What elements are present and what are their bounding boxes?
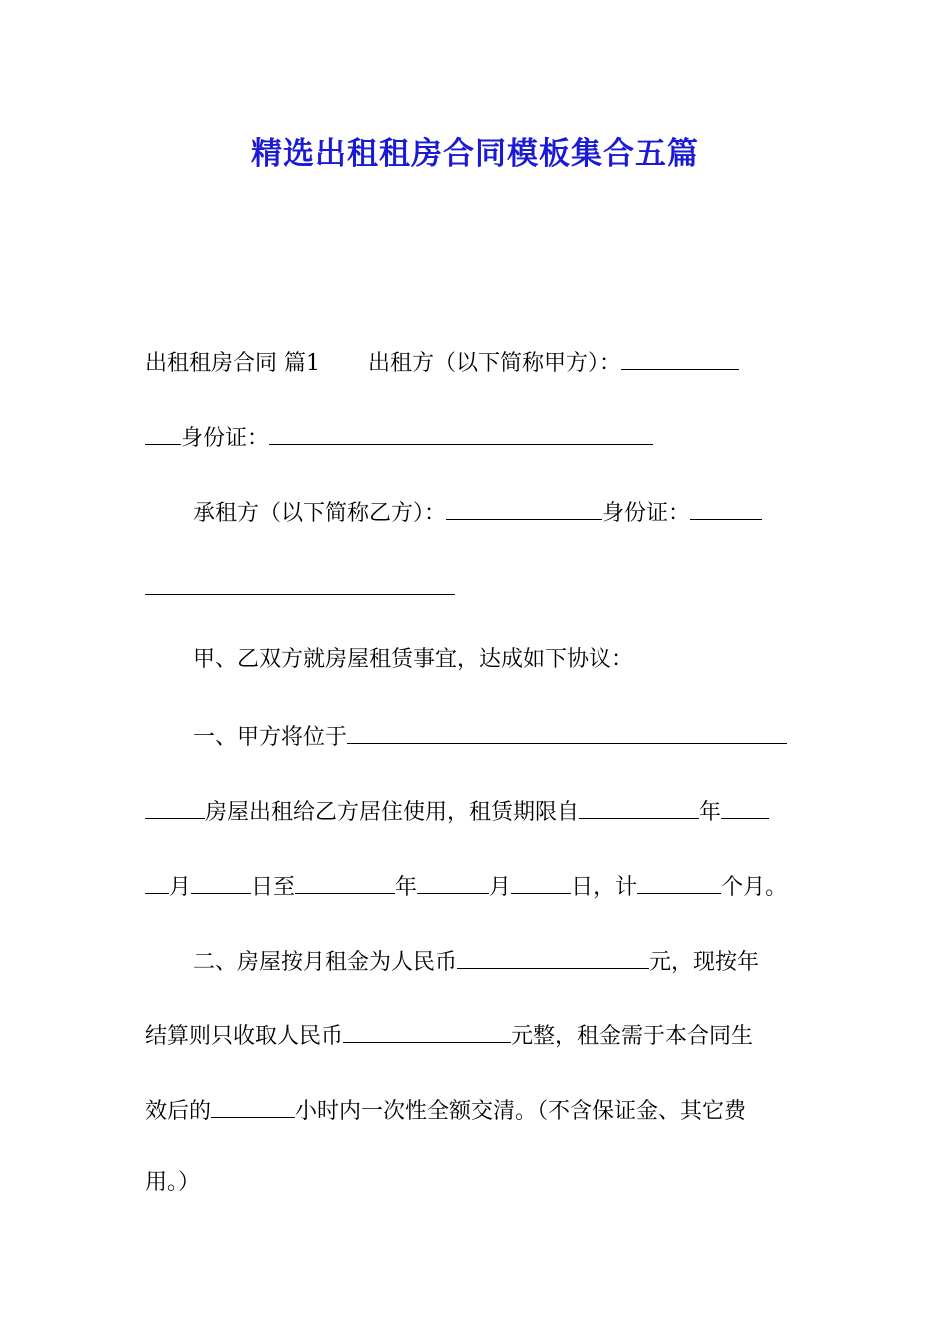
party-b-id-label: 身份证： xyxy=(602,501,691,526)
end-month-blank xyxy=(417,869,489,894)
clause2-text-e: 小时内一次性全额交清。（不含保证金、其它费 xyxy=(295,1099,747,1124)
line-clause2-start xyxy=(193,944,810,978)
party-b-id-blank xyxy=(690,495,762,520)
start-month-blank xyxy=(721,794,769,819)
start-day-blank xyxy=(191,869,251,894)
end-year-blank xyxy=(295,869,395,894)
total-months-blank xyxy=(637,869,721,894)
section-heading: 出租租房合同 篇1 xyxy=(145,351,320,376)
clause2-text-c: 元整，租金需于本合同生 xyxy=(511,1024,754,1049)
clause1-prefix: 一、甲方将位于 xyxy=(193,725,348,750)
line-agreement-intro: 甲、乙双方就房屋租赁事宜，达成如下协议： xyxy=(193,647,634,672)
line-clause1-dates xyxy=(145,869,810,903)
end-year-label: 年 xyxy=(395,875,418,900)
party-b-id-blank-cont xyxy=(145,570,455,595)
party-a-id-blank xyxy=(269,420,653,445)
line-clause2-annual xyxy=(145,1018,810,1052)
annual-rent-blank xyxy=(343,1018,511,1043)
party-b-label: 承租方（以下简称乙方）： xyxy=(193,501,447,526)
clause2-text-d: 效后的 xyxy=(145,1099,212,1124)
line-clause2-payment xyxy=(145,1093,810,1127)
line-clause1-start xyxy=(193,719,810,753)
start-day-label: 日至 xyxy=(251,875,296,900)
line-clause1-period xyxy=(145,794,810,828)
line-party-a xyxy=(145,345,810,379)
line-clause2-end: 用。） xyxy=(145,1170,201,1195)
end-day-label: 日，计 xyxy=(571,875,638,900)
start-year-blank xyxy=(579,794,699,819)
payment-hours-blank xyxy=(211,1093,295,1118)
property-address-blank-cont xyxy=(145,794,205,819)
end-month-label: 月 xyxy=(489,875,512,900)
property-address-blank xyxy=(347,719,787,744)
line-party-a-id xyxy=(145,420,810,454)
document-title: 精选出租租房合同模板集合五篇 xyxy=(251,136,699,172)
monthly-rent-blank xyxy=(457,944,649,969)
line-party-b xyxy=(193,495,810,529)
clause2-text-b: 结算则只收取人民币 xyxy=(145,1024,344,1049)
party-a-id-label: 身份证： xyxy=(181,426,270,451)
start-month-label: 月 xyxy=(169,875,192,900)
line-party-b-id-cont xyxy=(145,570,810,604)
party-a-label: 出租方（以下简称甲方）： xyxy=(368,351,622,376)
party-a-name-blank xyxy=(621,345,739,370)
clause1-year-label: 年 xyxy=(699,800,722,825)
party-a-name-blank-cont xyxy=(145,420,181,445)
clause2-text-a: 元，现按年 xyxy=(649,950,760,975)
total-months-label: 个月。 xyxy=(721,875,788,900)
party-b-name-blank xyxy=(446,495,602,520)
start-month-blank-cont xyxy=(145,869,169,894)
clause2-prefix: 二、房屋按月租金为人民币 xyxy=(193,950,458,975)
clause1-text: 房屋出租给乙方居住使用，租赁期限自 xyxy=(205,800,580,825)
end-day-blank xyxy=(511,869,571,894)
